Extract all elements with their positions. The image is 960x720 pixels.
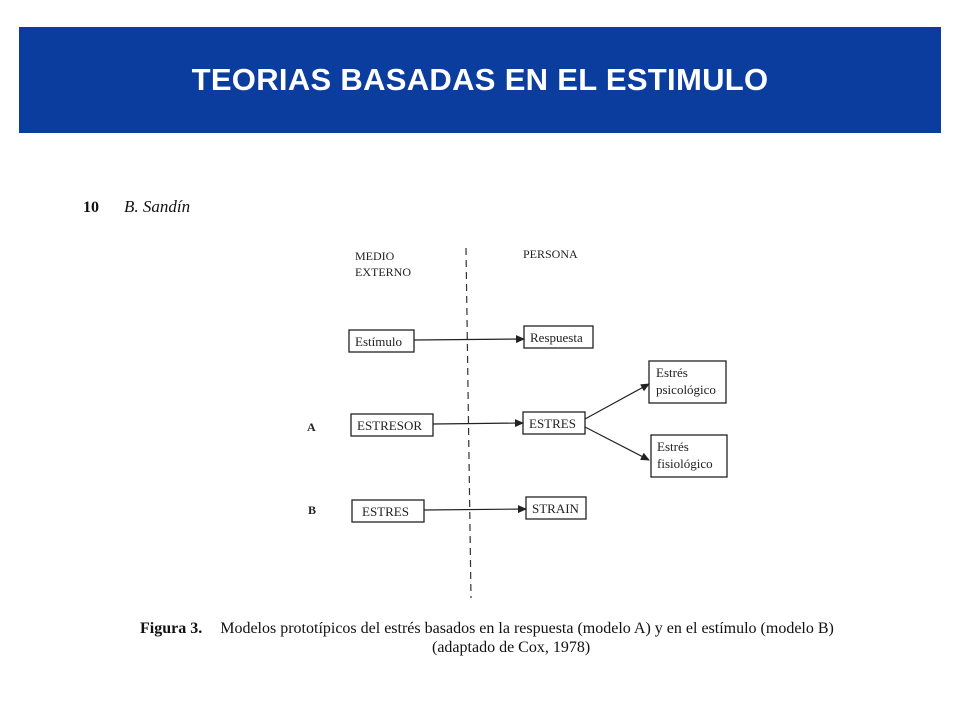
column-header-left-1: MEDIO [355,249,395,263]
arrow-estres-psicologico [585,384,649,419]
slide-title: TEORIAS BASADAS EN EL ESTIMULO [191,62,769,97]
column-header-left-2: EXTERNO [355,265,411,279]
arrow-estres-fisiologico [585,427,649,460]
arrow-estresor-estres [433,423,523,424]
box-estres-psicologico-label-1: Estrés [656,365,688,380]
box-estres-fisiologico-label-2: fisiológico [657,456,713,471]
box-estres-fisiologico-label-1: Estrés [657,439,689,454]
column-header-right: PERSONA [523,247,578,261]
box-estres-b-label: ESTRES [362,504,409,519]
box-respuesta-label: Respuesta [530,330,583,345]
box-estresor-label: ESTRESOR [357,418,423,433]
caption-label: Figura 3. [140,620,203,637]
row-label-b: B [308,503,317,517]
arrow-estimulo-respuesta [414,339,524,340]
box-estimulo-label: Estímulo [355,334,402,349]
row-label-a: A [307,420,316,434]
author-name: B. Sandín [124,197,191,216]
box-strain-label: STRAIN [532,501,579,516]
box-estres-psicologico-label-2: psicológico [656,382,716,397]
page-number: 10 [83,199,99,216]
caption-text-line2: (adaptado de Cox, 1978) [432,639,591,656]
figure-caption [140,620,920,657]
arrow-estres-strain [424,509,526,510]
box-estres-a-label: ESTRES [529,416,576,431]
caption-text-line1: Modelos prototípicos del estrés basados en la respuesta (modelo A) y en el estímulo (modelo B) [220,620,834,637]
